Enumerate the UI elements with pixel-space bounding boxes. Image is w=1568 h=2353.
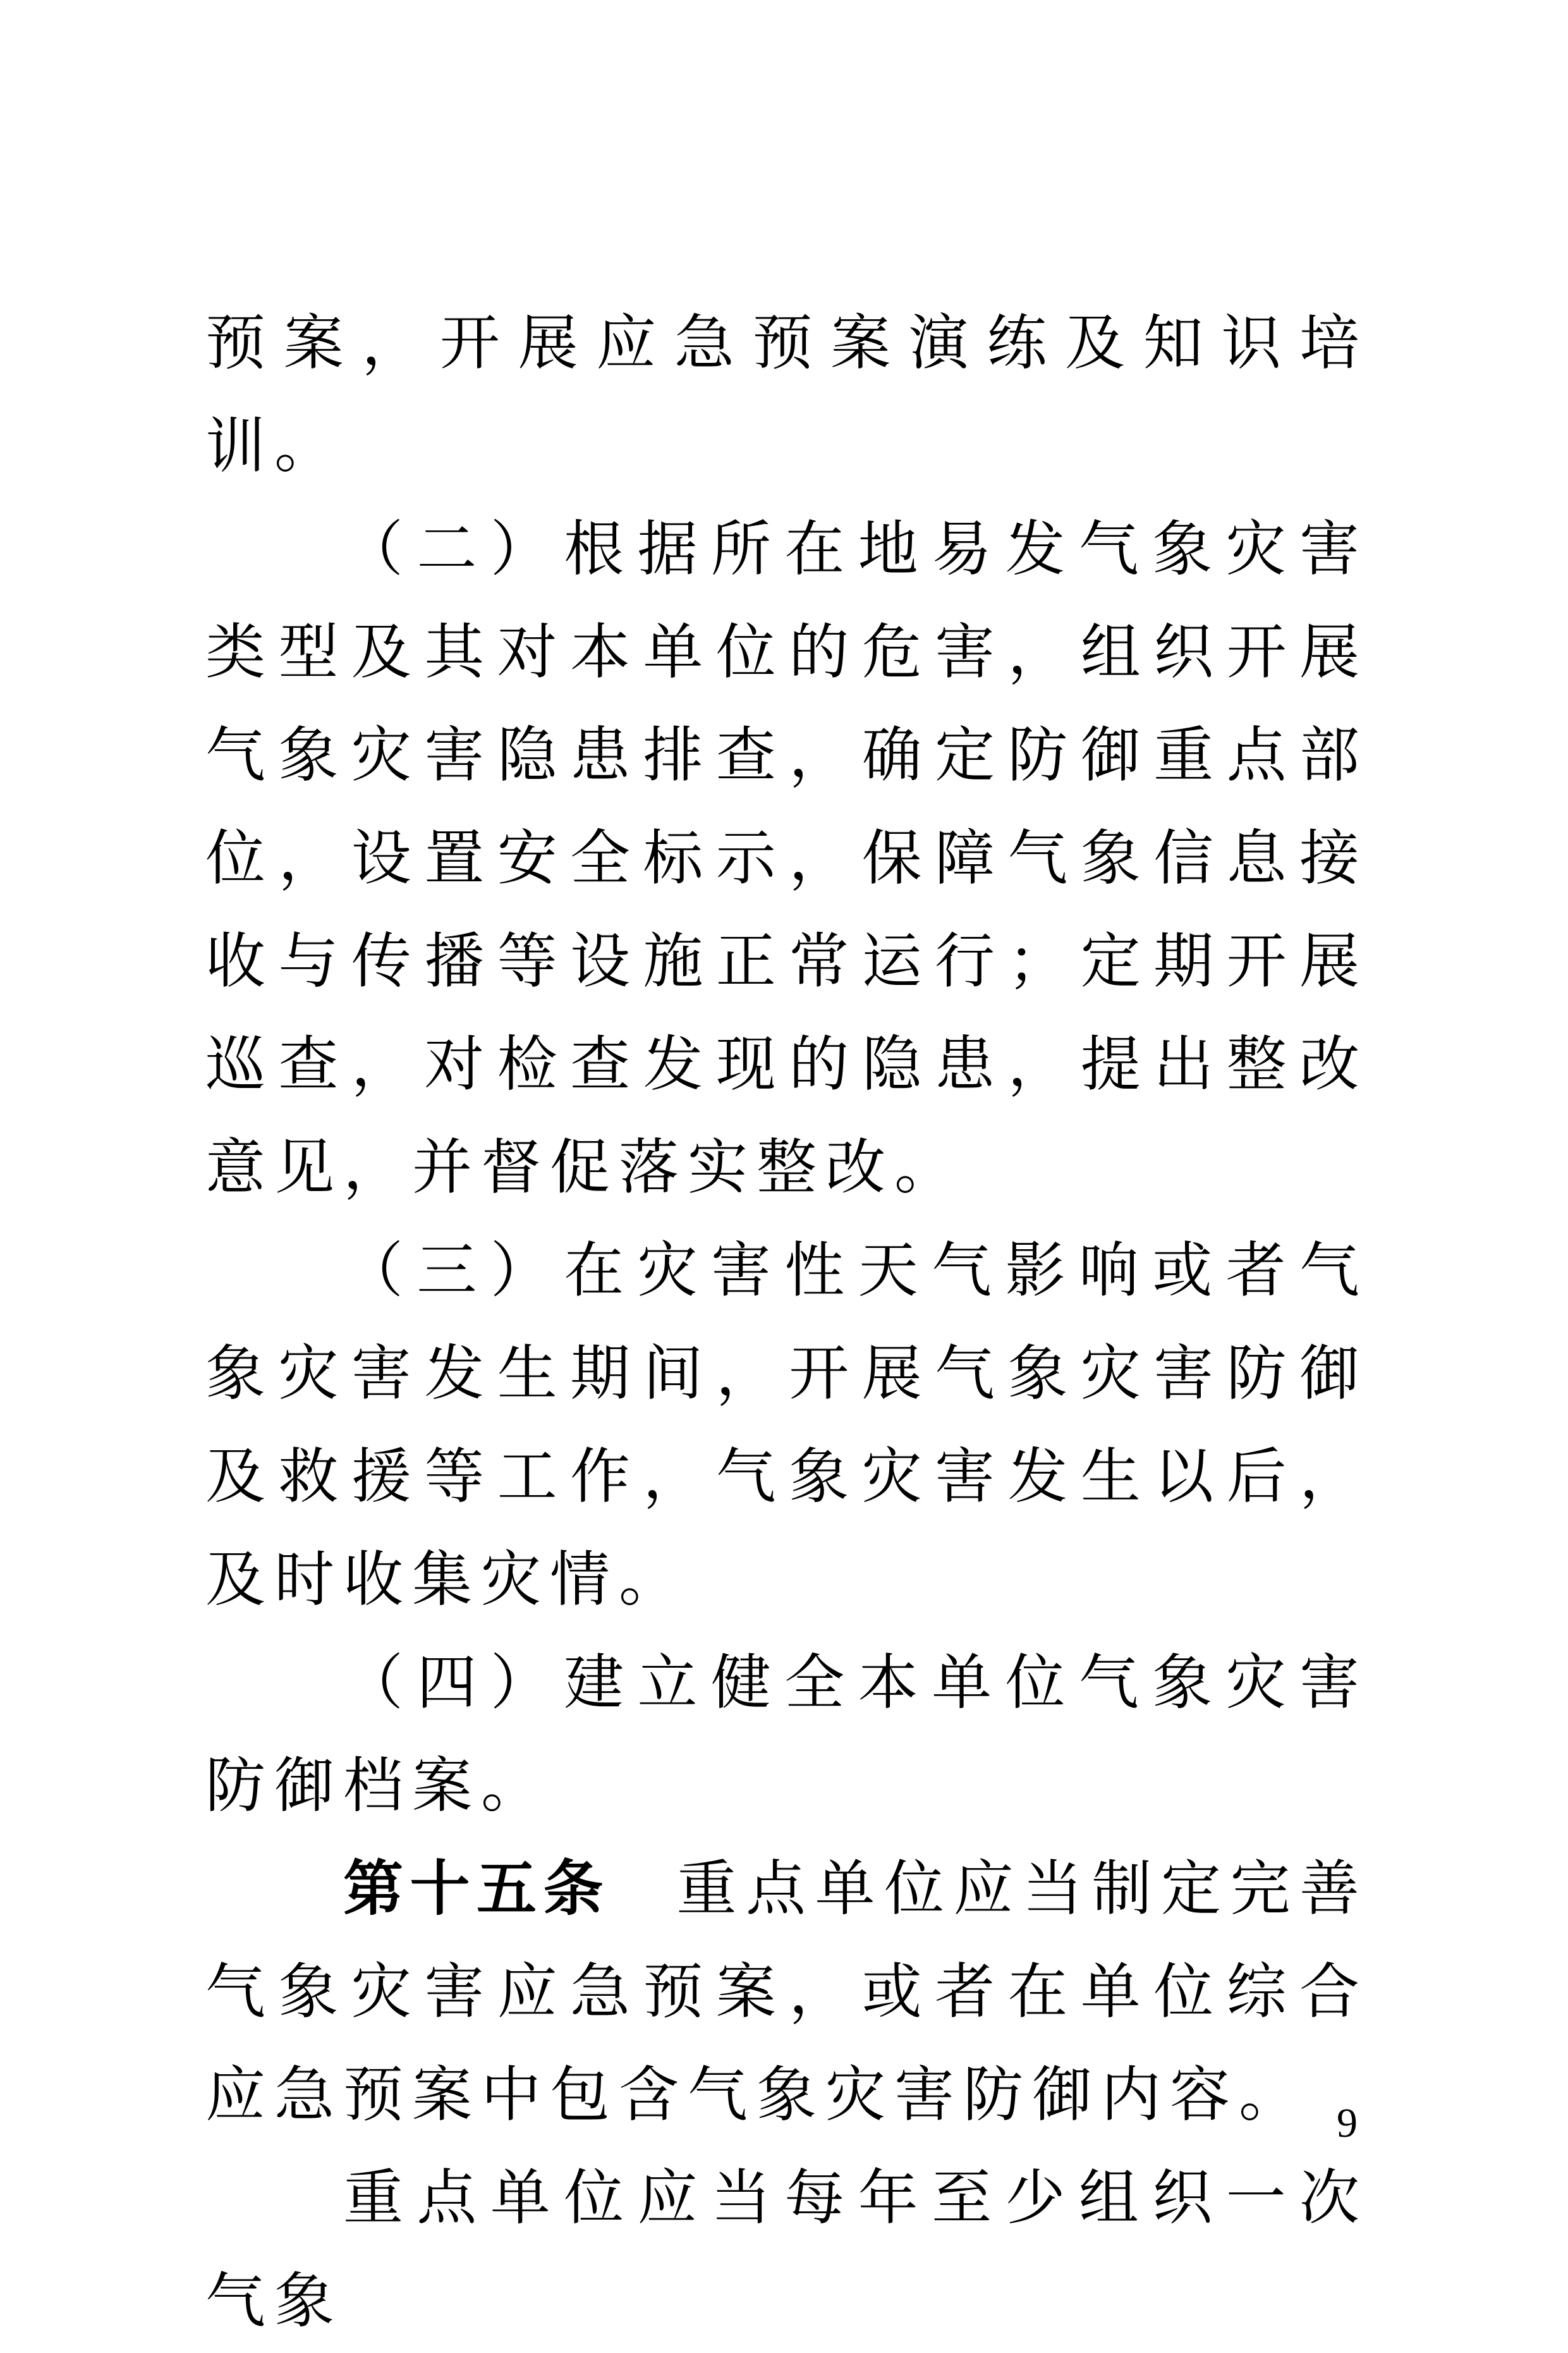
article-15-text: 重点单位应当制定完善气象灾害应急预案，或者在单位综合应急预案中包含气象灾害防御内容。 xyxy=(205,1854,1368,2130)
paragraph-item-2: （二）根据所在地易发气象灾害类型及其对本单位的危害，组织开展气象灾害隐患排查，确定防御重点部位，设置安全标示，保障气象信息接收与传播等设施正常运行；定期开展巡查，对检查发现的隐患，提出整改意见，并督促落实整改。 xyxy=(205,515,1368,1202)
paragraph-article-15-continued: 重点单位应当每年至少组织一次气象 xyxy=(205,2163,1368,2336)
page-number: 9 xyxy=(1337,2100,1358,2146)
article-label: 第十五条 xyxy=(343,1854,610,1924)
paragraph-item-3: （三）在灾害性天气影响或者气象灾害发生期间，开展气象灾害防御及救援等工作，气象灾害发生以后，及时收集灾情。 xyxy=(205,1236,1368,1615)
paragraph-item-4: （四）建立健全本单位气象灾害防御档案。 xyxy=(205,1648,1368,1821)
article-15-paragraph xyxy=(205,1838,1368,2147)
document-body xyxy=(205,292,1368,2353)
paragraph-continuation: 预案，开展应急预案演练及知识培训。 xyxy=(205,309,1368,481)
